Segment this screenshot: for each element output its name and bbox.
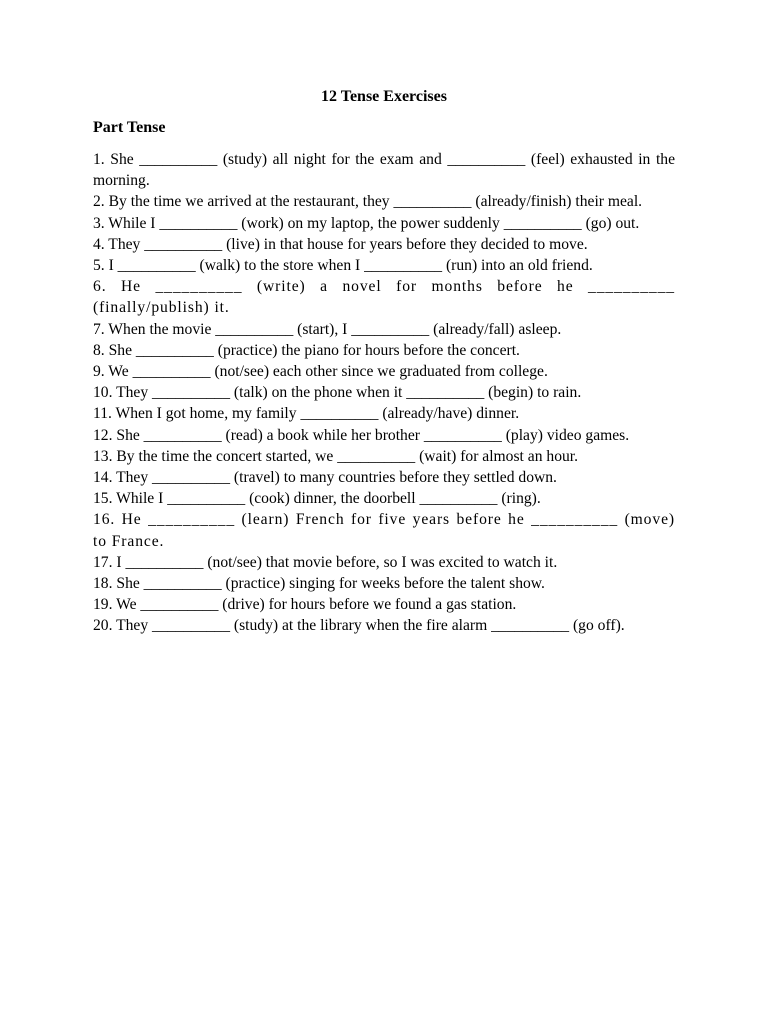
exercise-item-8: 8. She __________ (practice) the piano for hours before the concert. [93, 341, 520, 359]
exercise-item-11: 11. When I got home, my family __________ (already/have) dinner. [93, 405, 520, 423]
exercise-item-6: 6. He __________ (write) a novel for months before he __________ (finally/publish) it. [93, 278, 675, 317]
exercise-item-13: 13. By the time the concert started, we __________ (wait) for almost an hour. [93, 447, 579, 465]
exercise-item-2: 2. By the time we arrived at the restaurant, they __________ (already/finish) their meal. [93, 193, 643, 211]
exercise-item-14: 14. They __________ (travel) to many countries before they settled down. [93, 469, 557, 487]
exercise-item-16: 16. He __________ (learn) French for five years before he __________ (move) to France. [93, 511, 675, 550]
exercise-item-7: 7. When the movie __________ (start), I __________ (already/fall) asleep. [93, 320, 562, 338]
exercise-item-5: 5. I __________ (walk) to the store when I __________ (run) into an old friend. [93, 257, 593, 275]
exercise-item-9: 9. We __________ (not/see) each other since we graduated from college. [93, 363, 548, 381]
exercise-item-20: 20. They __________ (study) at the library when the fire alarm __________ (go off). [93, 617, 625, 635]
exercise-item-3: 3. While I __________ (work) on my laptop, the power suddenly __________ (go) out. [93, 214, 640, 232]
exercise-list [93, 149, 675, 637]
exercise-item-18: 18. She __________ (practice) singing for weeks before the talent show. [93, 575, 545, 593]
exercise-item-10: 10. They __________ (talk) on the phone when it __________ (begin) to rain. [93, 384, 582, 402]
exercise-item-15: 15. While I __________ (cook) dinner, the doorbell __________ (ring). [93, 490, 541, 508]
section-heading: Part Tense [93, 119, 166, 136]
exercise-item-17: 17. I __________ (not/see) that movie before, so I was excited to watch it. [93, 553, 558, 571]
exercise-item-1: 1. She __________ (study) all night for the exam and __________ (feel) exhausted in the morning. [93, 151, 675, 190]
exercise-item-4: 4. They __________ (live) in that house for years before they decided to move. [93, 235, 588, 253]
exercise-item-19: 19. We __________ (drive) for hours before we found a gas station. [93, 596, 517, 614]
exercise-item-12: 12. She __________ (read) a book while her brother __________ (play) video games. [93, 426, 630, 444]
document-title: 12 Tense Exercises [321, 88, 447, 105]
